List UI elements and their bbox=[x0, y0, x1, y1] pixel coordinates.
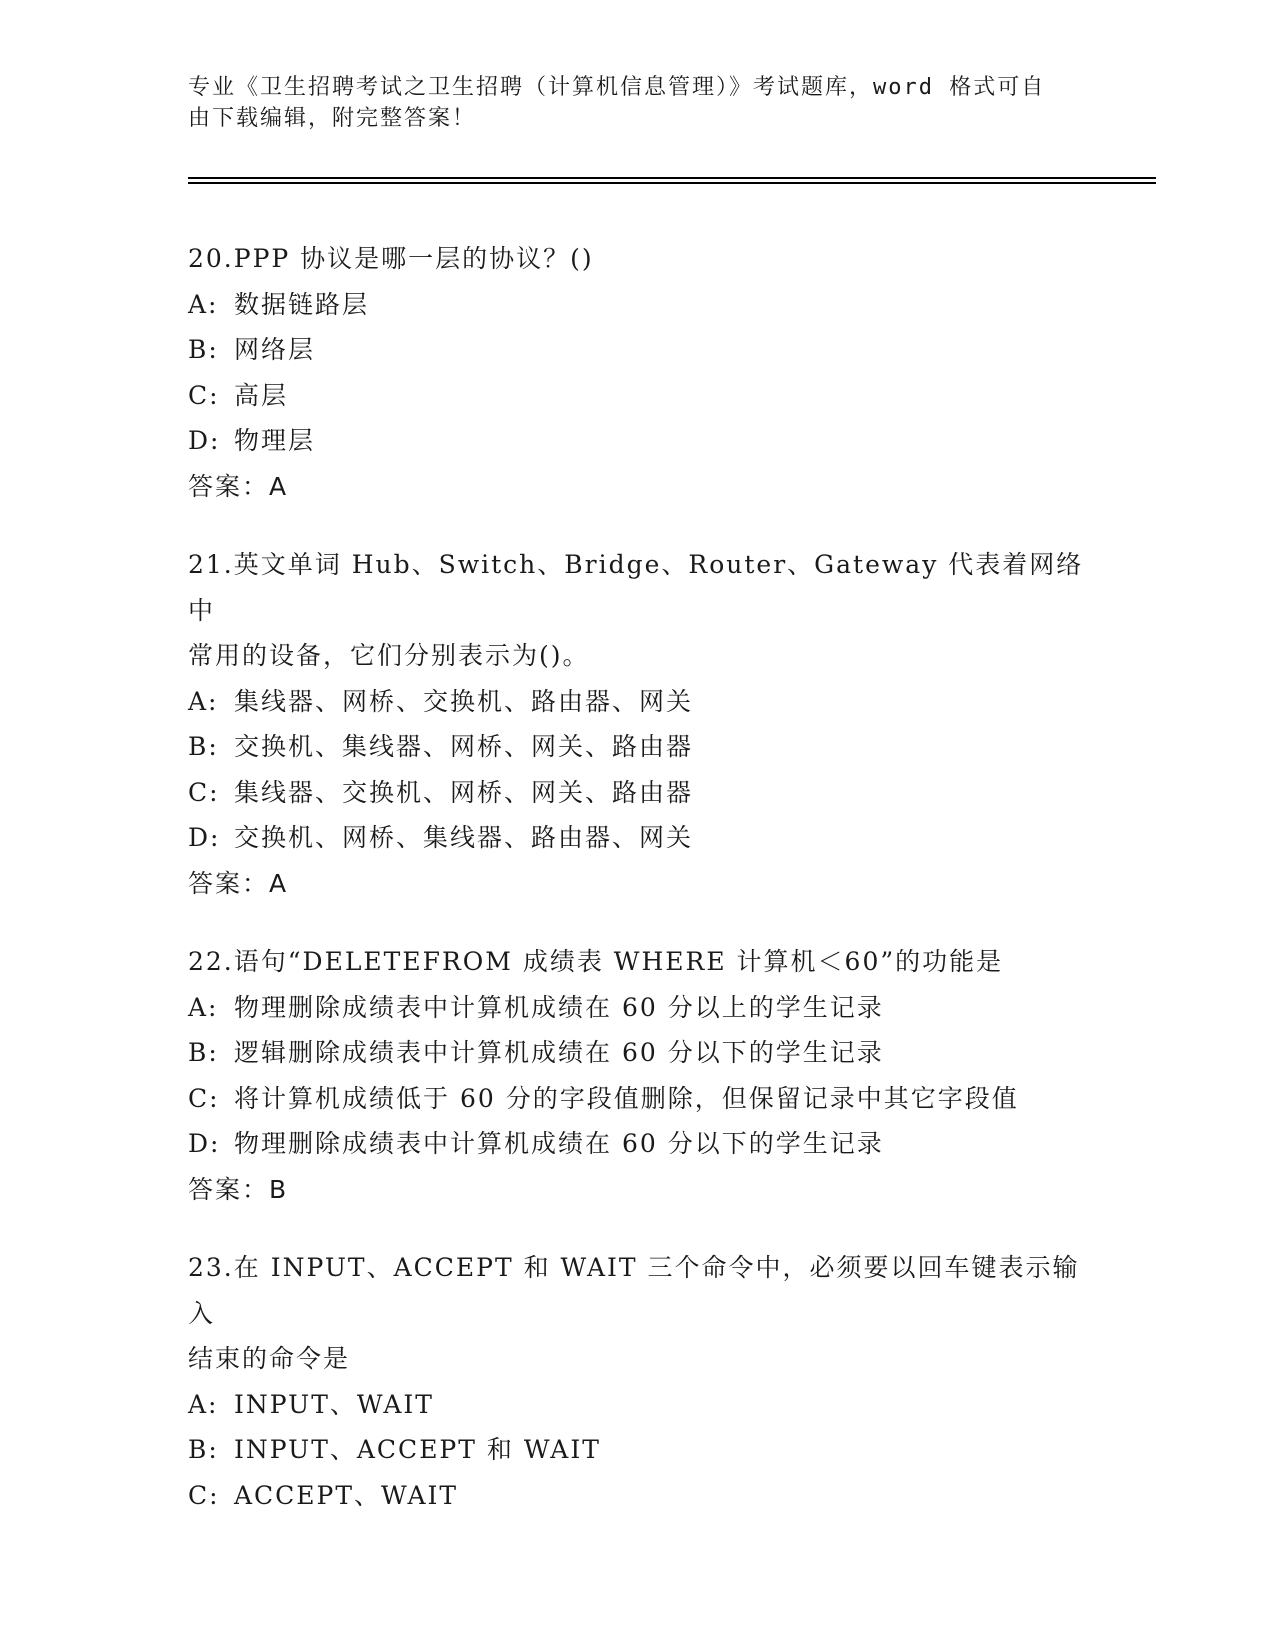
option-letter: B: bbox=[188, 1435, 219, 1464]
header-line-2: 由下载编辑，附完整答案！ bbox=[188, 106, 477, 131]
header-divider-top bbox=[188, 177, 1156, 179]
answer-option bbox=[188, 1030, 1088, 1076]
header-divider-bottom bbox=[188, 182, 1156, 184]
option-letter: D: bbox=[188, 823, 221, 852]
document-header bbox=[188, 72, 1088, 134]
option-text: 将计算机成绩低于 60 分的字段值删除，但保留记录中其它字段值 bbox=[234, 1083, 1019, 1113]
question-block bbox=[188, 939, 1088, 1212]
option-text: INPUT、WAIT bbox=[234, 1389, 434, 1419]
option-letter: A: bbox=[188, 686, 219, 716]
question-text: 23.在 INPUT、ACCEPT 和 WAIT 三个命令中，必须要以回车键表示输入 bbox=[188, 1253, 1080, 1328]
question-text: 21.英文单词 Hub、Switch、Bridge、Router、Gateway 代表着网络中 bbox=[188, 550, 1084, 625]
answer-option bbox=[188, 985, 1088, 1031]
question-block bbox=[188, 542, 1088, 906]
option-text: 数据链路层 bbox=[234, 289, 370, 319]
option-letter: D: bbox=[188, 426, 221, 455]
option-letter: B: bbox=[188, 335, 219, 364]
question-list bbox=[188, 236, 1088, 1551]
answer-key: 答案：A bbox=[188, 868, 289, 898]
answer-option bbox=[188, 327, 1088, 373]
option-text: ACCEPT、WAIT bbox=[234, 1480, 459, 1510]
option-letter: B: bbox=[188, 732, 219, 761]
answer-option bbox=[188, 418, 1088, 464]
answer-option bbox=[188, 770, 1088, 816]
answer-option bbox=[188, 1121, 1088, 1167]
option-letter: B: bbox=[188, 1038, 219, 1067]
question-text: 20.PPP 协议是哪一层的协议？() bbox=[188, 244, 594, 273]
answer-option bbox=[188, 373, 1088, 419]
option-letter: C: bbox=[188, 380, 220, 410]
answer-option bbox=[188, 679, 1088, 725]
option-text: 网络层 bbox=[234, 335, 316, 364]
answer-option bbox=[188, 1473, 1088, 1519]
option-letter: C: bbox=[188, 1480, 220, 1510]
option-letter: A: bbox=[188, 1389, 219, 1419]
option-text: 集线器、交换机、网桥、网关、路由器 bbox=[234, 777, 694, 807]
header-line-1: 专业《卫生招聘考试之卫生招聘（计算机信息管理）》考试题库，word 格式可自 bbox=[188, 75, 1046, 100]
answer-option bbox=[188, 1382, 1088, 1428]
question-block bbox=[188, 236, 1088, 509]
question-text: 结束的命令是 bbox=[188, 1344, 351, 1373]
option-text: 逻辑删除成绩表中计算机成绩在 60 分以下的学生记录 bbox=[234, 1038, 884, 1067]
option-letter: C: bbox=[188, 1083, 220, 1113]
answer-option bbox=[188, 724, 1088, 770]
question-block bbox=[188, 1245, 1088, 1518]
answer-option bbox=[188, 1076, 1088, 1122]
option-letter: C: bbox=[188, 777, 220, 807]
answer-option bbox=[188, 282, 1088, 328]
option-letter: A: bbox=[188, 289, 219, 319]
answer-key: 答案：A bbox=[188, 471, 289, 501]
question-text: 22.语句“DELETEFROM 成绩表 WHERE 计算机＜60”的功能是 bbox=[188, 947, 1004, 976]
question-text: 常用的设备，它们分别表示为()。 bbox=[188, 641, 590, 670]
answer-key: 答案：B bbox=[188, 1174, 289, 1204]
option-text: INPUT、ACCEPT 和 WAIT bbox=[234, 1435, 601, 1464]
option-letter: A: bbox=[188, 992, 219, 1022]
option-text: 物理删除成绩表中计算机成绩在 60 分以下的学生记录 bbox=[234, 1129, 884, 1158]
answer-option bbox=[188, 1427, 1088, 1473]
option-text: 交换机、网桥、集线器、路由器、网关 bbox=[234, 823, 694, 852]
option-text: 物理层 bbox=[234, 426, 316, 455]
option-letter: D: bbox=[188, 1129, 221, 1158]
answer-option bbox=[188, 815, 1088, 861]
option-text: 集线器、网桥、交换机、路由器、网关 bbox=[234, 686, 694, 716]
option-text: 物理删除成绩表中计算机成绩在 60 分以上的学生记录 bbox=[234, 992, 884, 1022]
option-text: 高层 bbox=[234, 380, 289, 410]
option-text: 交换机、集线器、网桥、网关、路由器 bbox=[234, 732, 694, 761]
